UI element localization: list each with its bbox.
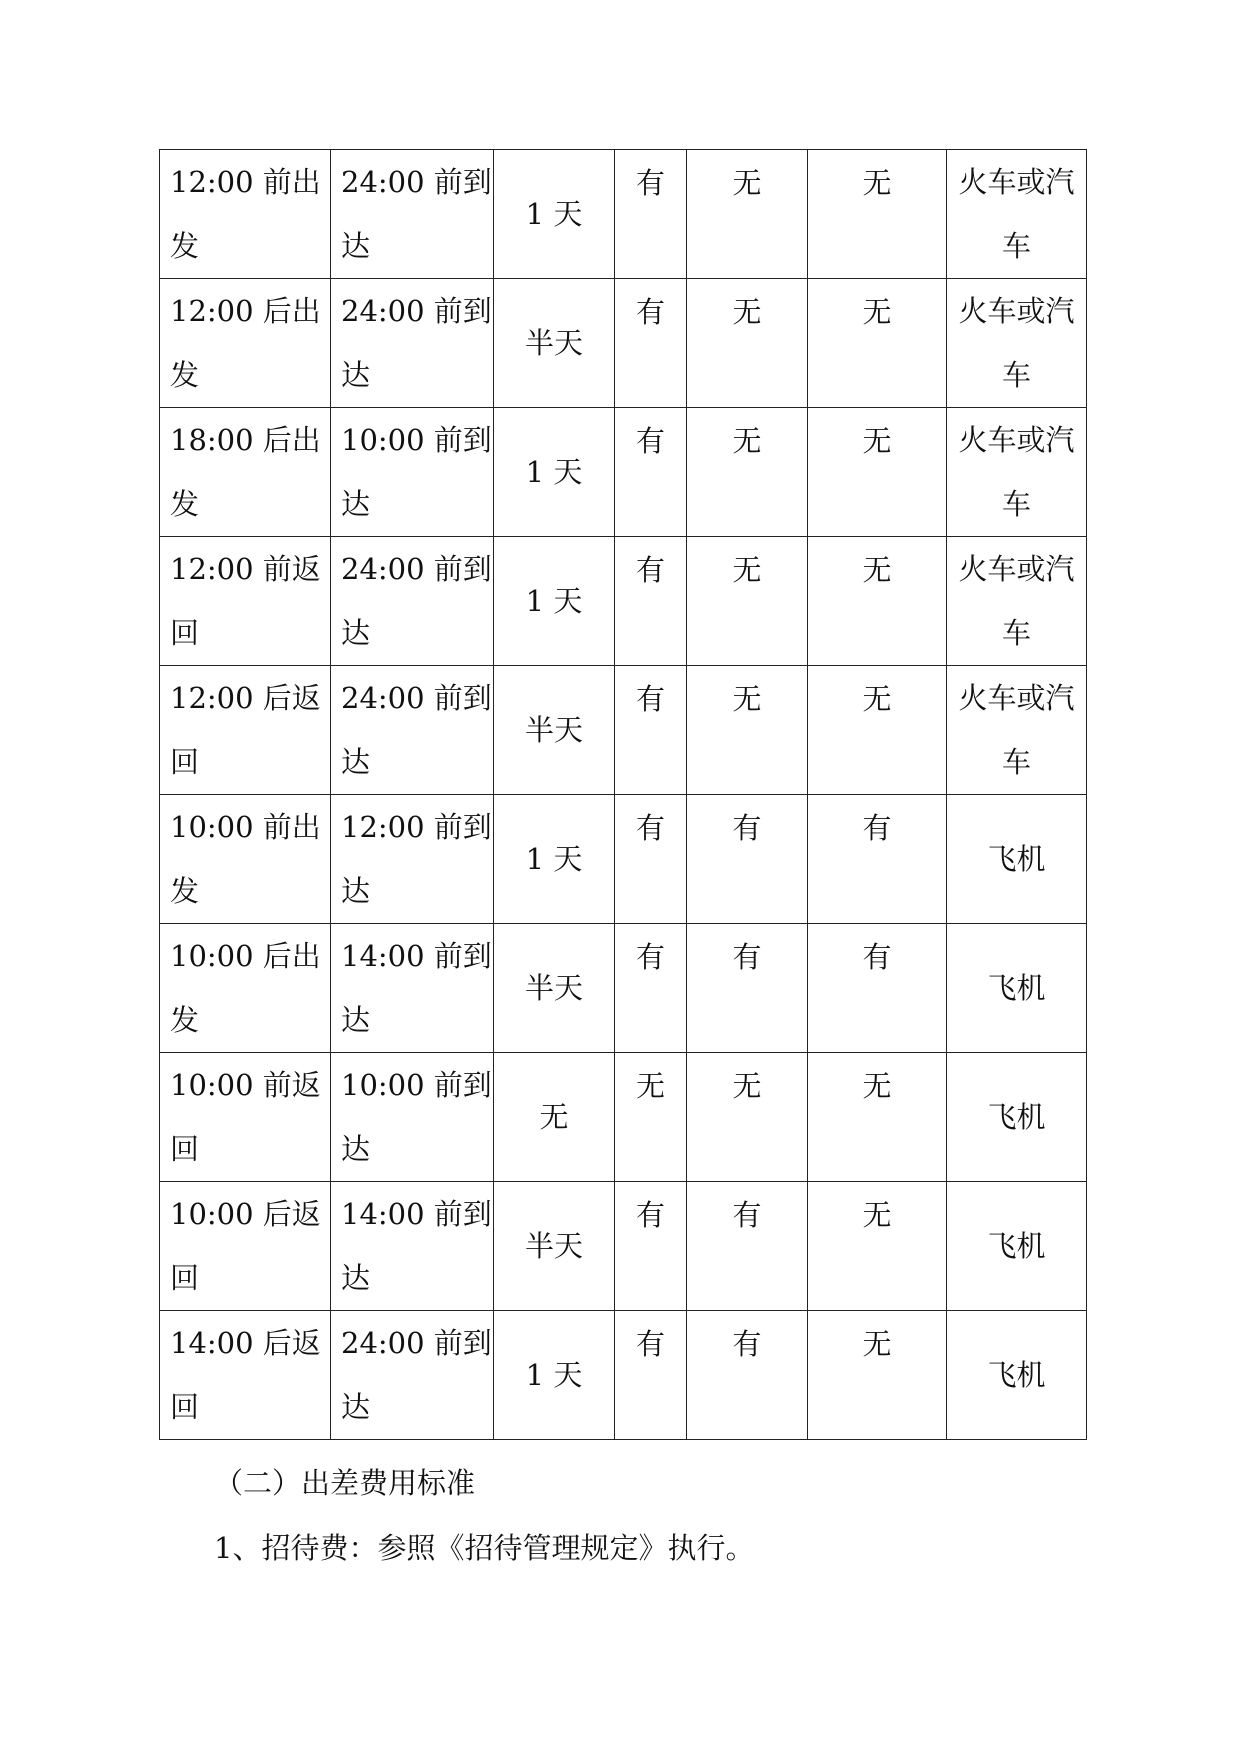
flag-cell-3: 无 bbox=[808, 1182, 947, 1311]
flag-cell-2: 无 bbox=[687, 150, 808, 279]
flag-cell-3: 无 bbox=[808, 279, 947, 408]
travel-allowance-table bbox=[159, 149, 1087, 1440]
flag-cell-2: 无 bbox=[687, 666, 808, 795]
table-row bbox=[160, 666, 1087, 795]
flag-cell-3: 无 bbox=[808, 537, 947, 666]
table-body bbox=[160, 150, 1087, 1440]
arrival-time-cell: 24:00 前到达 bbox=[331, 150, 494, 279]
flag-cell-1: 有 bbox=[615, 279, 687, 408]
departure-time-cell: 14:00 后返回 bbox=[160, 1311, 331, 1440]
days-cell: 半天 bbox=[494, 924, 615, 1053]
arrival-time-cell: 24:00 前到达 bbox=[331, 666, 494, 795]
departure-time-cell: 12:00 后出发 bbox=[160, 279, 331, 408]
arrival-time-cell: 14:00 前到达 bbox=[331, 1182, 494, 1311]
departure-time-cell: 10:00 后出发 bbox=[160, 924, 331, 1053]
departure-time-cell: 10:00 前返回 bbox=[160, 1053, 331, 1182]
days-cell: 1 天 bbox=[494, 408, 615, 537]
flag-cell-1: 有 bbox=[615, 408, 687, 537]
flag-cell-3: 无 bbox=[808, 666, 947, 795]
days-cell: 1 天 bbox=[494, 150, 615, 279]
transport-cell: 火车或汽车 bbox=[947, 666, 1087, 795]
transport-cell: 飞机 bbox=[947, 1311, 1087, 1440]
entertainment-fee-item: 1、招待费：参照《招待管理规定》执行。 bbox=[214, 1531, 755, 1565]
transport-cell: 飞机 bbox=[947, 1182, 1087, 1311]
flag-cell-2: 有 bbox=[687, 795, 808, 924]
flag-cell-2: 无 bbox=[687, 408, 808, 537]
table-row bbox=[160, 408, 1087, 537]
flag-cell-3: 有 bbox=[808, 795, 947, 924]
days-cell: 半天 bbox=[494, 279, 615, 408]
transport-cell: 火车或汽车 bbox=[947, 408, 1087, 537]
table-row bbox=[160, 537, 1087, 666]
transport-cell: 火车或汽车 bbox=[947, 150, 1087, 279]
table-row bbox=[160, 1311, 1087, 1440]
flag-cell-1: 有 bbox=[615, 924, 687, 1053]
flag-cell-2: 有 bbox=[687, 1182, 808, 1311]
table-row bbox=[160, 1053, 1087, 1182]
flag-cell-3: 有 bbox=[808, 924, 947, 1053]
arrival-time-cell: 24:00 前到达 bbox=[331, 279, 494, 408]
table-row bbox=[160, 795, 1087, 924]
flag-cell-2: 有 bbox=[687, 1311, 808, 1440]
flag-cell-3: 无 bbox=[808, 1311, 947, 1440]
flag-cell-2: 无 bbox=[687, 1053, 808, 1182]
flag-cell-2: 无 bbox=[687, 279, 808, 408]
arrival-time-cell: 24:00 前到达 bbox=[331, 537, 494, 666]
section-heading: （二）出差费用标准 bbox=[214, 1466, 476, 1500]
days-cell: 1 天 bbox=[494, 537, 615, 666]
arrival-time-cell: 12:00 前到达 bbox=[331, 795, 494, 924]
arrival-time-cell: 24:00 前到达 bbox=[331, 1311, 494, 1440]
flag-cell-2: 无 bbox=[687, 537, 808, 666]
flag-cell-1: 有 bbox=[615, 795, 687, 924]
flag-cell-1: 有 bbox=[615, 1311, 687, 1440]
flag-cell-1: 有 bbox=[615, 666, 687, 795]
table-row bbox=[160, 924, 1087, 1053]
departure-time-cell: 10:00 后返回 bbox=[160, 1182, 331, 1311]
flag-cell-1: 无 bbox=[615, 1053, 687, 1182]
days-cell: 1 天 bbox=[494, 1311, 615, 1440]
flag-cell-3: 无 bbox=[808, 408, 947, 537]
flag-cell-1: 有 bbox=[615, 1182, 687, 1311]
transport-cell: 飞机 bbox=[947, 795, 1087, 924]
arrival-time-cell: 10:00 前到达 bbox=[331, 1053, 494, 1182]
departure-time-cell: 12:00 后返回 bbox=[160, 666, 331, 795]
departure-time-cell: 12:00 前出发 bbox=[160, 150, 331, 279]
departure-time-cell: 10:00 前出发 bbox=[160, 795, 331, 924]
departure-time-cell: 18:00 后出发 bbox=[160, 408, 331, 537]
flag-cell-1: 有 bbox=[615, 150, 687, 279]
flag-cell-3: 无 bbox=[808, 1053, 947, 1182]
table-row bbox=[160, 1182, 1087, 1311]
arrival-time-cell: 10:00 前到达 bbox=[331, 408, 494, 537]
flag-cell-3: 无 bbox=[808, 150, 947, 279]
days-cell: 1 天 bbox=[494, 795, 615, 924]
transport-cell: 火车或汽车 bbox=[947, 279, 1087, 408]
transport-cell: 火车或汽车 bbox=[947, 537, 1087, 666]
days-cell: 无 bbox=[494, 1053, 615, 1182]
days-cell: 半天 bbox=[494, 1182, 615, 1311]
table-row bbox=[160, 150, 1087, 279]
days-cell: 半天 bbox=[494, 666, 615, 795]
transport-cell: 飞机 bbox=[947, 924, 1087, 1053]
flag-cell-2: 有 bbox=[687, 924, 808, 1053]
transport-cell: 飞机 bbox=[947, 1053, 1087, 1182]
flag-cell-1: 有 bbox=[615, 537, 687, 666]
arrival-time-cell: 14:00 前到达 bbox=[331, 924, 494, 1053]
table-row bbox=[160, 279, 1087, 408]
departure-time-cell: 12:00 前返回 bbox=[160, 537, 331, 666]
